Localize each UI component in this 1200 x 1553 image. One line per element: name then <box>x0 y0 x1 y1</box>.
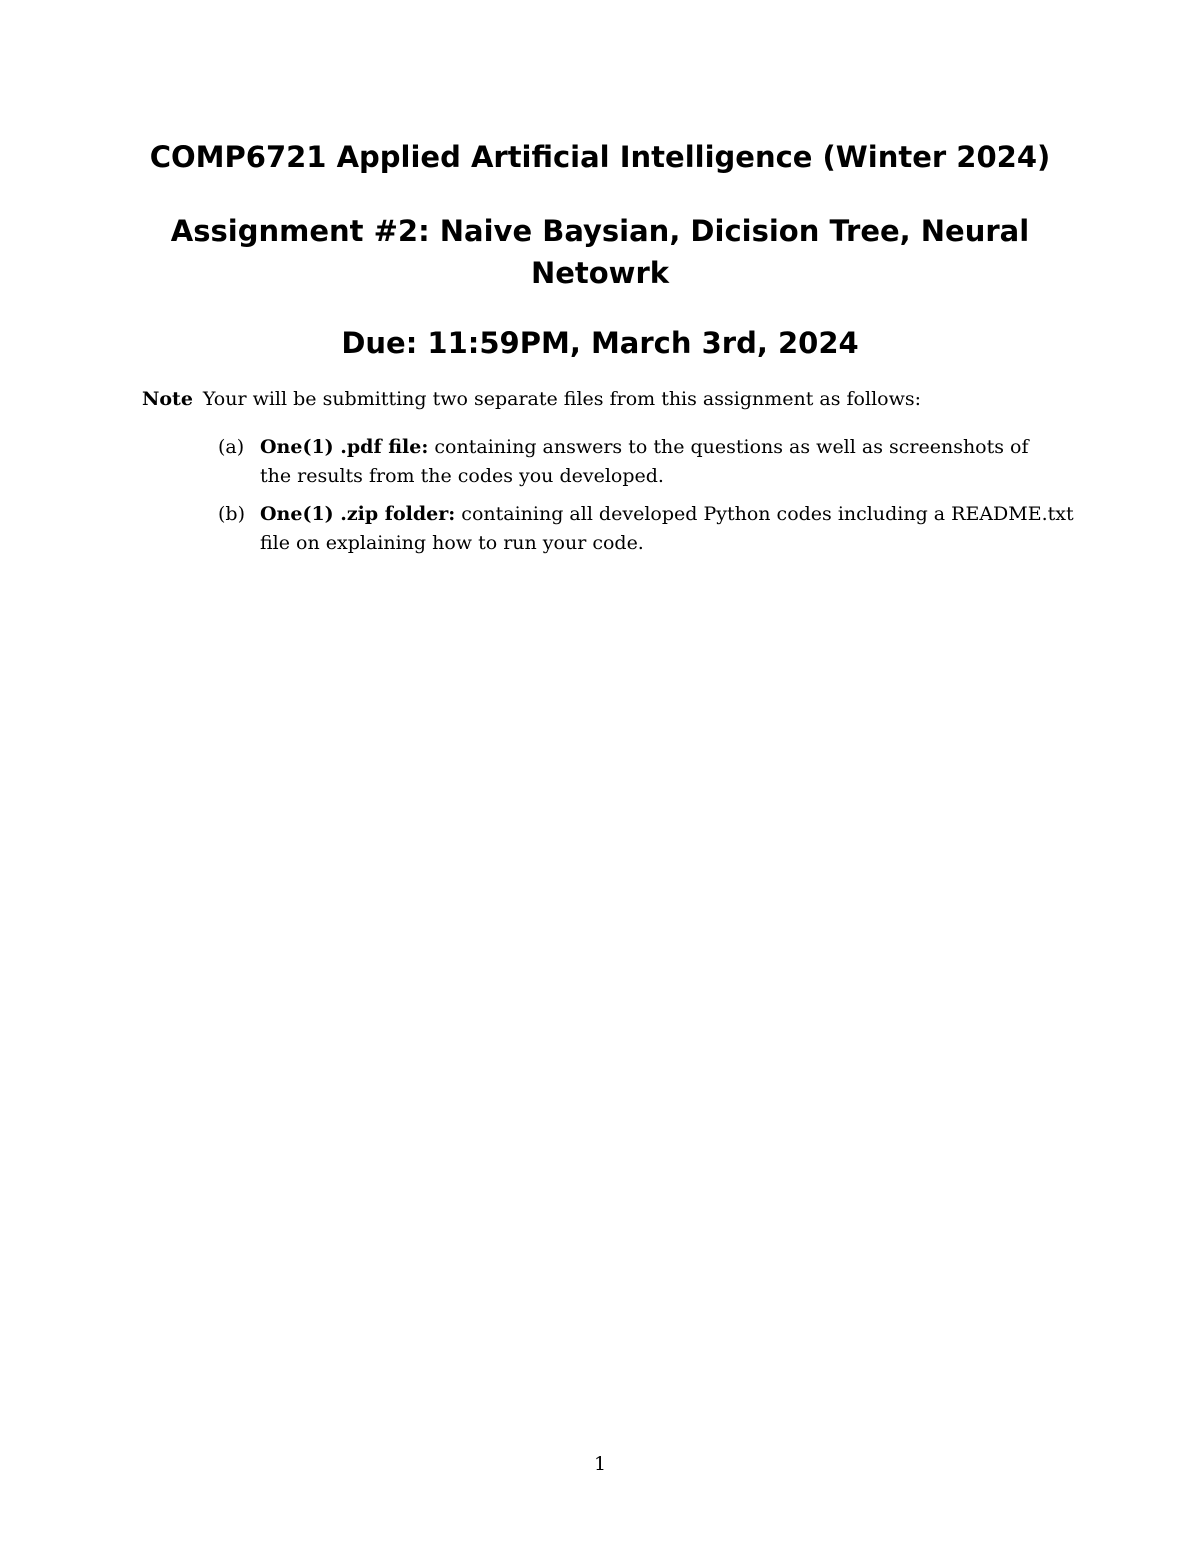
due-date: Due: 11:59PM, March 3rd, 2024 <box>341 326 859 360</box>
note-paragraph <box>142 385 1102 414</box>
course-title: COMP6721 Applied Artificial Intelligence (Winter 2024) <box>149 140 1051 174</box>
list-item-marker: (b) <box>218 503 245 525</box>
assignment-title-line-1: Assignment #2: Naive Baysian, Dicision Tree, Neural <box>170 214 1030 248</box>
note-text: Your will be submitting two separate files from this assignment as follows: <box>202 388 922 410</box>
list-item-bold: One(1) .pdf file: <box>260 436 429 458</box>
note-label: Note <box>142 388 193 410</box>
list-item <box>218 433 1118 491</box>
list-item-text: containing answers to the questions as well as screenshots of <box>428 436 1029 458</box>
list-item-line-2: file on explaining how to run your code. <box>260 532 644 554</box>
list-item <box>218 500 1118 558</box>
list-item-content <box>260 433 1118 491</box>
list-item-text: containing all developed Python codes including a README.txt <box>455 503 1074 525</box>
list-item-content <box>260 500 1118 558</box>
list-item-line-1 <box>260 500 1118 529</box>
list-item-line-1 <box>260 433 1118 462</box>
assignment-title-line-2: Netowrk <box>530 256 670 290</box>
list-item-line-2: the results from the codes you developed. <box>260 465 664 487</box>
page-number: 1 <box>593 1453 607 1475</box>
list-item-bold: One(1) .zip folder: <box>260 503 456 525</box>
list-item-marker: (a) <box>218 436 245 458</box>
